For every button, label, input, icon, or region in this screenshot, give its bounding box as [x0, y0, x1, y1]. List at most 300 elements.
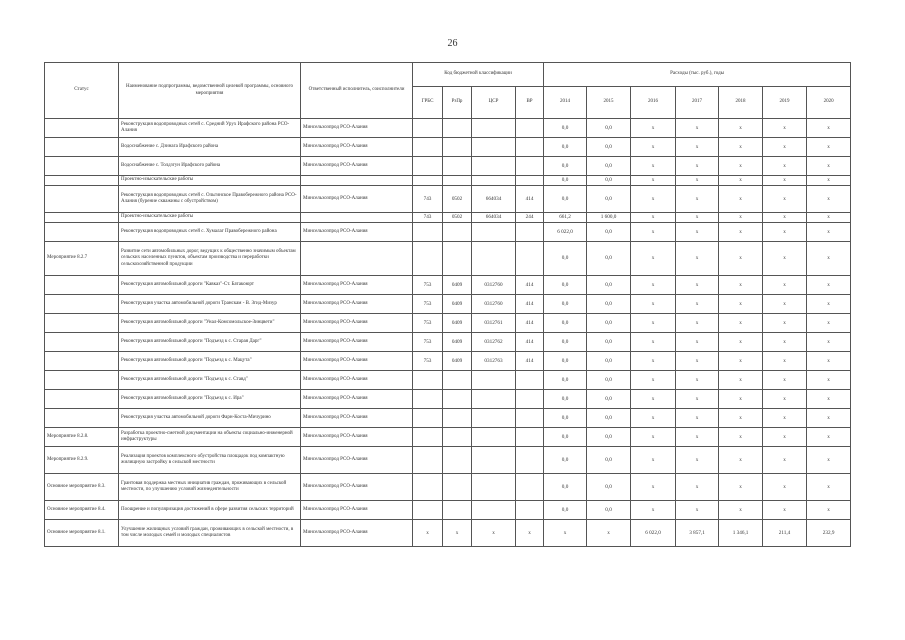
name-cell: Реконструкция водопроводных сетей с. Средний Урух Ирафского района РСО-Алания — [119, 119, 301, 138]
executor-cell: Минсельхозпрод РСО-Алания — [301, 352, 413, 371]
year-value-cell: х — [631, 213, 676, 223]
year-value-cell: 1 346,1 — [719, 520, 763, 547]
rzpr-cell — [443, 447, 472, 474]
csr-cell — [472, 138, 516, 157]
grbs-cell — [413, 157, 443, 176]
year-value-cell: 0,0 — [587, 352, 631, 371]
rzpr-cell — [443, 176, 472, 186]
name-cell: Поощрение и популяризация достижений в сфере развития сельских территорий — [119, 501, 301, 520]
status-cell — [45, 333, 119, 352]
year-value-cell: х — [631, 176, 676, 186]
table-row — [45, 333, 851, 352]
year-value-cell: х — [631, 314, 676, 333]
year-value-cell: 0,0 — [587, 333, 631, 352]
year-value-cell: х — [544, 520, 587, 547]
status-cell: Основное мероприятие 8.3. — [45, 474, 119, 501]
year-value-cell: 0,0 — [544, 333, 587, 352]
table-row — [45, 213, 851, 223]
executor-cell: Минсельхозпрод РСО-Алания — [301, 333, 413, 352]
table-row — [45, 409, 851, 428]
year-value-cell: х — [631, 409, 676, 428]
executor-cell: Минсельхозпрод РСО-Алания — [301, 295, 413, 314]
year-value-cell: х — [676, 242, 719, 276]
status-cell: Основное мероприятие 8.4. — [45, 501, 119, 520]
csr-cell: 664034 — [472, 213, 516, 223]
rzpr-cell — [443, 119, 472, 138]
year-value-cell: х — [676, 119, 719, 138]
csr-cell — [472, 474, 516, 501]
name-cell: Реконструкция водопроводных сетей с. Ольгинское Правобережного района РСО-Алания (бурение скважины с обустройством) — [119, 186, 301, 213]
vr-cell — [516, 474, 544, 501]
year-value-cell: 0,0 — [544, 501, 587, 520]
vr-cell — [516, 428, 544, 447]
name-cell: Реконструкция участка автомобильной дороги Фарн-Коста-Мичурино — [119, 409, 301, 428]
grbs-cell — [413, 176, 443, 186]
year-value-cell: х — [763, 428, 807, 447]
year-value-cell: 0,0 — [544, 314, 587, 333]
vr-cell — [516, 119, 544, 138]
executor-cell: Минсельхозпрод РСО-Алания — [301, 447, 413, 474]
year-value-cell: х — [763, 138, 807, 157]
header-grbs: ГРБС — [413, 87, 443, 119]
year-value-cell: х — [631, 474, 676, 501]
status-cell — [45, 314, 119, 333]
table-row — [45, 390, 851, 409]
year-value-cell: 0,0 — [587, 428, 631, 447]
header-year-2019: 2019 — [763, 87, 807, 119]
year-value-cell: 0,0 — [587, 390, 631, 409]
year-value-cell: х — [676, 157, 719, 176]
year-value-cell: х — [807, 333, 851, 352]
year-value-cell: 0,0 — [544, 371, 587, 390]
rzpr-cell — [443, 390, 472, 409]
grbs-cell: 753 — [413, 276, 443, 295]
csr-cell: 0312763 — [472, 352, 516, 371]
executor-cell: Минсельхозпрод РСО-Алания — [301, 501, 413, 520]
header-name: Наименование подпрограммы, ведомственной целевой программы, основного мероприятия — [119, 63, 301, 119]
executor-cell: Минсельхозпрод РСО-Алания — [301, 390, 413, 409]
header-status: Статус — [45, 63, 119, 119]
header-year-2016: 2016 — [631, 87, 676, 119]
vr-cell — [516, 242, 544, 276]
year-value-cell: 211,4 — [763, 520, 807, 547]
year-value-cell: х — [763, 333, 807, 352]
year-value-cell: 3 857,1 — [676, 520, 719, 547]
year-value-cell: х — [763, 474, 807, 501]
vr-cell: 414 — [516, 314, 544, 333]
year-value-cell: х — [676, 352, 719, 371]
csr-cell — [472, 390, 516, 409]
table-row — [45, 242, 851, 276]
rzpr-cell — [443, 223, 472, 242]
status-cell: Мероприятие 8.2.8. — [45, 428, 119, 447]
year-value-cell: х — [719, 352, 763, 371]
header-year-2017: 2017 — [676, 87, 719, 119]
name-cell: Улучшение жилищных условий граждан, проживающих в сельской местности, в том числе молодых семей и молодых специалистов — [119, 520, 301, 547]
status-cell: Мероприятие 8.2.7 — [45, 242, 119, 276]
status-cell — [45, 157, 119, 176]
name-cell: Развитие сети автомобильных дорог, ведущих к общественно значимым объектам сельских населенных пунктов, объектам производства и переработки сельскохозяйственной продукции — [119, 242, 301, 276]
year-value-cell: х — [676, 390, 719, 409]
year-value-cell: 0,0 — [587, 176, 631, 186]
vr-cell — [516, 223, 544, 242]
executor-cell: Минсельхозпрод РСО-Алания — [301, 428, 413, 447]
year-value-cell: х — [631, 119, 676, 138]
year-value-cell: х — [807, 295, 851, 314]
year-value-cell: х — [631, 352, 676, 371]
table-row — [45, 138, 851, 157]
year-value-cell: х — [676, 409, 719, 428]
status-cell — [45, 390, 119, 409]
name-cell: Реконструкция автомобильной дороги "Подъезд к с. Мацута" — [119, 352, 301, 371]
year-value-cell: 0,0 — [544, 447, 587, 474]
rzpr-cell — [443, 409, 472, 428]
year-value-cell: х — [719, 138, 763, 157]
year-value-cell: х — [763, 390, 807, 409]
year-value-cell: х — [763, 213, 807, 223]
grbs-cell — [413, 371, 443, 390]
year-value-cell: х — [763, 501, 807, 520]
year-value-cell: х — [631, 157, 676, 176]
year-value-cell: х — [631, 447, 676, 474]
name-cell: Реконструкция автомобильной дороги "Подъезд к с. Ира" — [119, 390, 301, 409]
year-value-cell: х — [807, 276, 851, 295]
executor-cell: Минсельхозпрод РСО-Алания — [301, 409, 413, 428]
year-value-cell: х — [763, 352, 807, 371]
vr-cell: х — [516, 520, 544, 547]
name-cell: Водоснабжение с. Толдзгун Ирафского района — [119, 157, 301, 176]
csr-cell — [472, 501, 516, 520]
rzpr-cell — [443, 371, 472, 390]
year-value-cell: 6 022,0 — [544, 223, 587, 242]
year-value-cell: х — [807, 223, 851, 242]
csr-cell — [472, 242, 516, 276]
vr-cell: 414 — [516, 276, 544, 295]
year-value-cell: х — [719, 501, 763, 520]
year-value-cell: 0,0 — [544, 276, 587, 295]
grbs-cell: 743 — [413, 213, 443, 223]
executor-cell — [301, 213, 413, 223]
rzpr-cell — [443, 242, 472, 276]
year-value-cell: х — [763, 447, 807, 474]
year-value-cell: х — [807, 176, 851, 186]
name-cell: Разработка проектно-сметной документации на объекты социально-инженерной инфраструктуры — [119, 428, 301, 447]
year-value-cell: 0,0 — [544, 242, 587, 276]
name-cell: Реконструкция автомобильной дороги "Кавказ"-Ст. Батакоюрт — [119, 276, 301, 295]
grbs-cell — [413, 119, 443, 138]
vr-cell: 244 — [516, 213, 544, 223]
year-value-cell: х — [631, 371, 676, 390]
year-value-cell: х — [719, 314, 763, 333]
grbs-cell: 753 — [413, 295, 443, 314]
header-expenses-group: Расходы (тыс. руб.), годы — [544, 63, 851, 87]
year-value-cell: х — [676, 428, 719, 447]
vr-cell: 414 — [516, 352, 544, 371]
vr-cell — [516, 371, 544, 390]
executor-cell: Минсельхозпрод РСО-Алания — [301, 138, 413, 157]
table-row — [45, 119, 851, 138]
year-value-cell: 0,0 — [544, 409, 587, 428]
year-value-cell: х — [807, 409, 851, 428]
executor-cell: Минсельхозпрод РСО-Алания — [301, 314, 413, 333]
status-cell — [45, 409, 119, 428]
vr-cell: 414 — [516, 333, 544, 352]
year-value-cell: х — [676, 176, 719, 186]
table-body — [45, 119, 851, 547]
year-value-cell: х — [763, 157, 807, 176]
grbs-cell — [413, 223, 443, 242]
year-value-cell: х — [676, 501, 719, 520]
year-value-cell: х — [807, 447, 851, 474]
page-number: 26 — [447, 38, 458, 49]
executor-cell — [301, 176, 413, 186]
year-value-cell: х — [631, 295, 676, 314]
table-row — [45, 520, 851, 547]
year-value-cell: х — [676, 276, 719, 295]
executor-cell: Минсельхозпрод РСО-Алания — [301, 474, 413, 501]
name-cell: Проектно-изыскательские работы — [119, 176, 301, 186]
year-value-cell: х — [676, 371, 719, 390]
year-value-cell: х — [631, 242, 676, 276]
year-value-cell: х — [631, 186, 676, 213]
year-value-cell: 0,0 — [587, 119, 631, 138]
year-value-cell: х — [719, 276, 763, 295]
year-value-cell: 0,0 — [587, 276, 631, 295]
year-value-cell: 1 600,0 — [587, 213, 631, 223]
year-value-cell: х — [807, 119, 851, 138]
year-value-cell: х — [719, 371, 763, 390]
vr-cell — [516, 157, 544, 176]
vr-cell: 414 — [516, 295, 544, 314]
table-row — [45, 428, 851, 447]
year-value-cell: х — [631, 138, 676, 157]
year-value-cell: х — [631, 390, 676, 409]
year-value-cell: 0,0 — [544, 157, 587, 176]
grbs-cell — [413, 390, 443, 409]
year-value-cell: 0,0 — [587, 371, 631, 390]
grbs-cell — [413, 138, 443, 157]
year-value-cell: х — [807, 390, 851, 409]
name-cell: Реконструкция водопроводных сетей с. Хумалаг Правобережного района — [119, 223, 301, 242]
year-value-cell: х — [719, 119, 763, 138]
year-value-cell: х — [807, 352, 851, 371]
csr-cell — [472, 176, 516, 186]
name-cell: Водоснабжение с. Дзинага Ирафского района — [119, 138, 301, 157]
status-cell — [45, 176, 119, 186]
executor-cell: Минсельхозпрод РСО-Алания — [301, 157, 413, 176]
vr-cell: 414 — [516, 186, 544, 213]
year-value-cell: 0,0 — [587, 295, 631, 314]
budget-table — [44, 62, 851, 547]
table-row — [45, 501, 851, 520]
executor-cell: Минсельхозпрод РСО-Алания — [301, 223, 413, 242]
year-value-cell: х — [719, 213, 763, 223]
year-value-cell: 6 022,0 — [631, 520, 676, 547]
status-cell — [45, 295, 119, 314]
executor-cell: Минсельхозпрод РСО-Алания — [301, 119, 413, 138]
name-cell: Реконструкция автомобильной дороги "Подъезд к с. Ставд" — [119, 371, 301, 390]
csr-cell: 664034 — [472, 186, 516, 213]
header-csr: ЦСР — [472, 87, 516, 119]
year-value-cell: х — [807, 157, 851, 176]
status-cell — [45, 276, 119, 295]
year-value-cell: х — [719, 333, 763, 352]
rzpr-cell: 0409 — [443, 295, 472, 314]
table-header — [45, 63, 851, 119]
grbs-cell: 753 — [413, 333, 443, 352]
name-cell: Реконструкция участка автомобильной дороги Транскам - В. Згид-Мизур — [119, 295, 301, 314]
year-value-cell: х — [631, 276, 676, 295]
rzpr-cell — [443, 474, 472, 501]
csr-cell — [472, 119, 516, 138]
grbs-cell: 753 — [413, 314, 443, 333]
year-value-cell: х — [763, 223, 807, 242]
year-value-cell: 0,0 — [544, 390, 587, 409]
year-value-cell: 0,0 — [544, 186, 587, 213]
rzpr-cell: х — [443, 520, 472, 547]
year-value-cell: х — [719, 186, 763, 213]
year-value-cell: х — [807, 186, 851, 213]
csr-cell: 0312760 — [472, 295, 516, 314]
csr-cell — [472, 409, 516, 428]
year-value-cell: х — [807, 213, 851, 223]
status-cell: Мероприятие 8.2.9. — [45, 447, 119, 474]
table-row — [45, 371, 851, 390]
year-value-cell: 0,0 — [587, 314, 631, 333]
year-value-cell: 0,0 — [587, 474, 631, 501]
grbs-cell: х — [413, 520, 443, 547]
year-value-cell: 0,0 — [544, 295, 587, 314]
status-cell — [45, 138, 119, 157]
status-cell — [45, 186, 119, 213]
year-value-cell: 661,2 — [544, 213, 587, 223]
grbs-cell: 743 — [413, 186, 443, 213]
year-value-cell: 0,0 — [587, 447, 631, 474]
year-value-cell: х — [676, 138, 719, 157]
year-value-cell: 0,0 — [544, 474, 587, 501]
header-year-2015: 2015 — [587, 87, 631, 119]
year-value-cell: х — [676, 223, 719, 242]
csr-cell — [472, 371, 516, 390]
csr-cell — [472, 447, 516, 474]
status-cell — [45, 371, 119, 390]
table-row — [45, 352, 851, 371]
year-value-cell: х — [676, 213, 719, 223]
year-value-cell: х — [763, 276, 807, 295]
table-row — [45, 186, 851, 213]
name-cell: Реконструкция автомобильной дороги "Подъезд к с. Старая Дарг" — [119, 333, 301, 352]
table-row — [45, 223, 851, 242]
status-cell — [45, 213, 119, 223]
year-value-cell: 0,0 — [544, 428, 587, 447]
year-value-cell: 0,0 — [587, 186, 631, 213]
year-value-cell: х — [719, 447, 763, 474]
rzpr-cell: 0409 — [443, 352, 472, 371]
year-value-cell: х — [719, 390, 763, 409]
year-value-cell: х — [763, 409, 807, 428]
year-value-cell: х — [763, 242, 807, 276]
rzpr-cell — [443, 501, 472, 520]
vr-cell — [516, 447, 544, 474]
year-value-cell: 232,9 — [807, 520, 851, 547]
grbs-cell — [413, 474, 443, 501]
rzpr-cell — [443, 157, 472, 176]
vr-cell — [516, 390, 544, 409]
grbs-cell — [413, 501, 443, 520]
csr-cell: 0312760 — [472, 276, 516, 295]
year-value-cell: 0,0 — [544, 352, 587, 371]
year-value-cell: х — [676, 333, 719, 352]
status-cell: Основное мероприятие 8.1. — [45, 520, 119, 547]
year-value-cell: х — [676, 447, 719, 474]
year-value-cell: х — [807, 242, 851, 276]
year-value-cell: х — [807, 501, 851, 520]
grbs-cell: 753 — [413, 352, 443, 371]
table-row — [45, 474, 851, 501]
grbs-cell — [413, 409, 443, 428]
csr-cell — [472, 223, 516, 242]
year-value-cell: х — [631, 428, 676, 447]
year-value-cell: 0,0 — [587, 409, 631, 428]
grbs-cell — [413, 447, 443, 474]
header-kbk-group: Код бюджетной классификации — [413, 63, 544, 87]
name-cell: Реконструкция автомобильной дороги "Унал-Комсомольское-Зинцвети" — [119, 314, 301, 333]
year-value-cell: 0,0 — [587, 223, 631, 242]
rzpr-cell: 0502 — [443, 213, 472, 223]
executor-cell: Минсельхозпрод РСО-Алания — [301, 276, 413, 295]
status-cell — [45, 119, 119, 138]
year-value-cell: х — [807, 474, 851, 501]
year-value-cell: х — [763, 176, 807, 186]
status-cell — [45, 352, 119, 371]
year-value-cell: х — [676, 474, 719, 501]
year-value-cell: х — [719, 157, 763, 176]
year-value-cell: х — [631, 501, 676, 520]
year-value-cell: х — [807, 314, 851, 333]
rzpr-cell: 0502 — [443, 186, 472, 213]
year-value-cell: х — [719, 242, 763, 276]
grbs-cell — [413, 428, 443, 447]
header-vr: ВР — [516, 87, 544, 119]
executor-cell: Минсельхозпрод РСО-Алания — [301, 520, 413, 547]
status-cell — [45, 223, 119, 242]
table-row — [45, 295, 851, 314]
year-value-cell: х — [763, 314, 807, 333]
header-year-2014: 2014 — [544, 87, 587, 119]
year-value-cell: х — [719, 295, 763, 314]
year-value-cell: 0,0 — [544, 176, 587, 186]
vr-cell — [516, 501, 544, 520]
year-value-cell: х — [719, 176, 763, 186]
grbs-cell — [413, 242, 443, 276]
header-year-2018: 2018 — [719, 87, 763, 119]
year-value-cell: х — [807, 428, 851, 447]
year-value-cell: х — [719, 223, 763, 242]
name-cell: Грантовая поддержка местных инициатив граждан, проживающих в сельской местности, по улучшению условий жизнедеятельности — [119, 474, 301, 501]
year-value-cell: х — [763, 186, 807, 213]
year-value-cell: х — [763, 371, 807, 390]
csr-cell — [472, 428, 516, 447]
year-value-cell: 0,0 — [587, 242, 631, 276]
year-value-cell: х — [676, 314, 719, 333]
vr-cell — [516, 176, 544, 186]
year-value-cell: х — [763, 295, 807, 314]
rzpr-cell — [443, 428, 472, 447]
year-value-cell: х — [719, 428, 763, 447]
year-value-cell: 0,0 — [544, 119, 587, 138]
csr-cell: х — [472, 520, 516, 547]
year-value-cell: х — [719, 474, 763, 501]
